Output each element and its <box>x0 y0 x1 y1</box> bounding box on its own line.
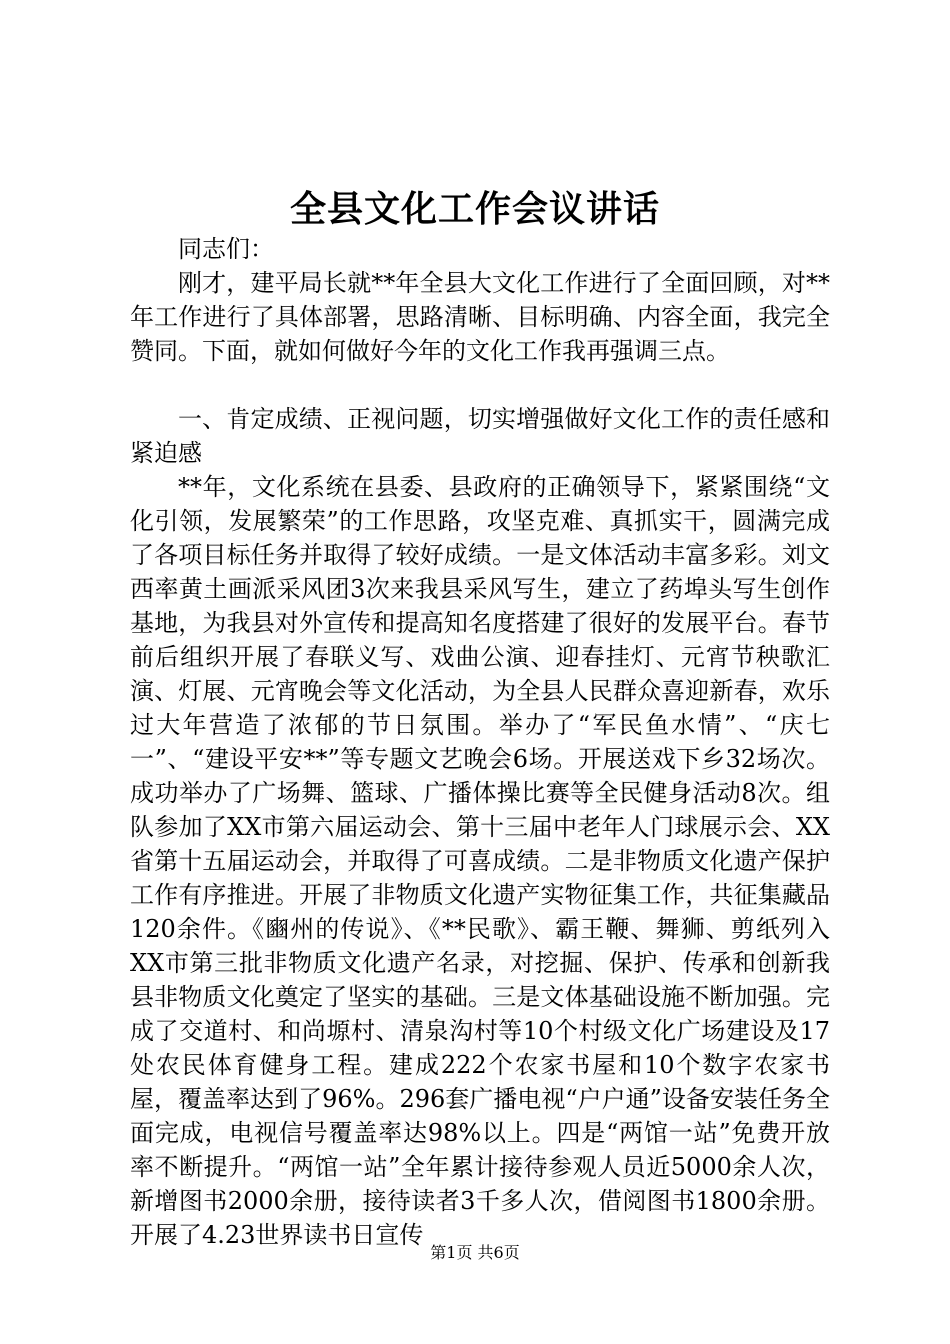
paragraph-intro: 刚才，建平局长就**年全县大文化工作进行了全面回顾，对**年工作进行了具体部署，思路清晰、目标明确、内容全面，我完全赞同。下面，就如何做好今年的文化工作我再强调三点。 <box>130 269 830 365</box>
salutation: 同志们： <box>178 235 274 263</box>
page-footer: 第1页 共6页 <box>430 1243 520 1262</box>
paragraph-achievements: **年，文化系统在县委、县政府的正确领导下，紧紧围绕“文化引领，发展繁荣”的工作思路，攻坚克难、真抓实干，圆满完成了各项目标任务并取得了较好成绩。一是文体活动丰富多彩。刘文西率黄土画派采风团3次来我县采风写生，建立了药埠头写生创作基地，为我县对外宣传和提高知名度搭建了很好的发展平台。春节前后组织开展了春联义写、戏曲公演、迎春挂灯、元宵节秧歌汇演、灯展、元宵晚会等文化活动，为全县人民群众喜迎新春，欢乐过大年营造了浓郁的节日氛围。举办了“军民鱼水情”、“庆七一”、“建设平安**”等专题文艺晚会6场。开展送戏下乡32场次。成功举办了广场舞、篮球、广播体操比赛等全民健身活动8次。组队参加了XX市第六届运动会、第十三届中老年人门球展示会、XX省第十五届运动会，并取得了可喜成绩。二是非物质文化遗产保护工作有序推进。开展了非物质文化遗产实物征集工作，共征集藏品120余件。《豳州的传说》、《**民歌》、霸王鞭、舞狮、剪纸列入XX市第三批非物质文化遗产名录，对挖掘、保护、传承和创新我县非物质文化奠定了坚实的基础。三是文体基础设施不断加强。完成了交道村、和尚塬村、清泉沟村等10个村级文化广场建设及17处农民体育健身工程。建成222个农家书屋和10个数字农家书屋，覆盖率达到了96%。296套广播电视“户户通”设备安装任务全面完成，电视信号覆盖率达98%以上。四是“两馆一站”免费开放率不断提升。“两馆一站”全年累计接待参观人员近5000余人次，新增图书2000余册，接待读者3千多人次，借阅图书1800余册。开展了4.23世界读书日宣传 <box>130 473 830 1249</box>
document-body <box>130 232 830 1252</box>
document-title: 全县文化工作会议讲话 <box>289 188 660 230</box>
section-heading-1: 一、肯定成绩、正视问题，切实增强做好文化工作的责任感和紧迫感 <box>130 405 830 467</box>
